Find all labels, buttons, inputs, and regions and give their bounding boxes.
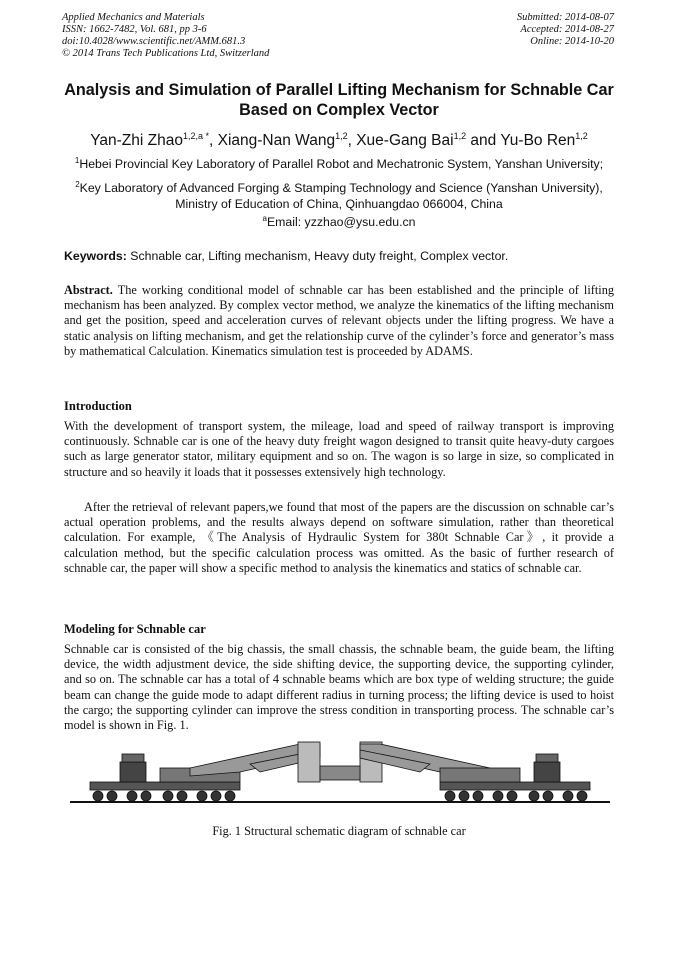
author-name: Yan-Zhi Zhao [90,132,183,150]
email [30,211,648,230]
dates-header [517,12,614,48]
email-sup: a [262,214,267,223]
title-line-1: Analysis and Simulation of Parallel Lifting Mechanism for Schnable Car [64,81,614,99]
center-coupling [320,766,360,780]
schnable-car-diagram [70,740,610,810]
author-name: Xue-Gang Bai [356,132,454,150]
author-sep: , [208,132,218,150]
online-date: Online: 2014-10-20 [530,36,614,47]
journal-header [62,12,269,60]
doi: doi:10.4028/www.scientific.net/AMM.681.3 [62,36,246,47]
figure-schnable-car [70,740,610,810]
section-heading-modeling: Modeling for Schnable car [64,622,206,636]
affiliation-1 [30,153,648,172]
paper-title [40,80,638,120]
affiliation-text: Hebei Provincial Key Laboratory of Parallel Robot and Mechatronic System, Yanshan University; [79,157,604,172]
right-bogie-group [440,754,590,801]
author-sep: , [347,132,357,150]
copyright: © 2014 Trans Tech Publications Ltd, Switzerland [62,48,270,59]
accepted-date: Accepted: 2014-08-27 [520,24,614,35]
left-bogie-group [90,754,240,801]
author-sup: 1,2 [335,131,348,141]
author-sup: 1,2,a * [182,131,209,141]
keywords [64,248,616,264]
author-name: Yu-Bo Ren [500,132,576,150]
section-heading-introduction: Introduction [64,399,132,413]
introduction-paragraph-1: With the development of transport system, the mileage, load and speed of railway transport is improving continuously. Schnable car is one of the heavy duty freight wagon designed to transit quite heavy-duty cargoes such as large generator stator, military equipment and so on. The wagon is so large in size, so complicated in structure and so heavily it loads that it possesses extensively high technology. [64,419,614,479]
affiliation-sup: 1 [74,156,80,165]
title-line-2: Based on Complex Vector [239,101,439,119]
journal-name: Applied Mechanics and Materials [62,12,205,23]
keywords-text: Schnable car, Lifting mechanism, Heavy duty freight, Complex vector. [130,249,509,263]
email-text: Email: yzzhao@ysu.edu.cn [266,215,416,230]
author-list [20,126,658,151]
issn: ISSN: 1662-7482, Vol. 681, pp 3-6 [62,24,207,35]
author-name: Xiang-Nan Wang [217,132,336,150]
author-sup: 1,2 [575,131,588,141]
affiliation-2 [30,177,648,212]
abstract-text: The working conditional model of schnable car has been established and the principle of lifting mechanism has been analyzed. By complex vector method, we analyze the kinematics of the lifting mechanism and get the position, speed and acceleration curves of relevant objects under the lifting progress. We have a static analysis on lifting mechanism, and get the relationship curve of the cylinder’s force and generator’s mass by mathematical Calculation. Kinematics simulation test is proceeded by ADAMS. [64,283,614,358]
author-sup: 1,2 [453,131,467,141]
author-sep: and [466,132,501,150]
introduction-paragraph-2: After the retrieval of relevant papers,we found that most of the papers are the discussion on schnable car’s actual operation problems, and the results always depend on software simulation, rather than theoretical calculation. For example, 《The Analysis of Hydraulic System for 380t Schnable Car》, it provide a calculation method, but the specific calculation process was omitted. As the basic of further research of schnable car, the paper will show a specific method to analysis the kinematics and statics of schnable car. [64,500,614,575]
affiliation-text-line-1: Key Laboratory of Advanced Forging & Stamping Technology and Science (Yanshan University), [79,181,603,196]
submitted-date: Submitted: 2014-08-07 [516,12,614,23]
abstract-label: Abstract. [64,283,113,297]
modeling-paragraph-1: Schnable car is consisted of the big chassis, the small chassis, the schnable beam, the guide beam, the lifting device, the width adjustment device, the side shifting device, the supporting device, the supporting cylinder, and so on. The schnable car has a total of 4 schnable beams which are box type of welding structure; the guide beam can change the guide mode to adapt different radius in turning process; the lifting device is used to hoist the cargo; the supporting cylinder can improve the stress condition in transporting process. The schnable car’s model is shown in Fig. 1. [64,642,614,733]
figure-caption: Fig. 1 Structural schematic diagram of schnable car [212,824,466,838]
affiliation-sup: 2 [75,180,80,189]
affiliation-text-line-2: Ministry of Education of China, Qinhuangdao 066004, China [175,197,503,212]
keywords-label: Keywords: [64,249,127,263]
abstract [64,283,614,359]
